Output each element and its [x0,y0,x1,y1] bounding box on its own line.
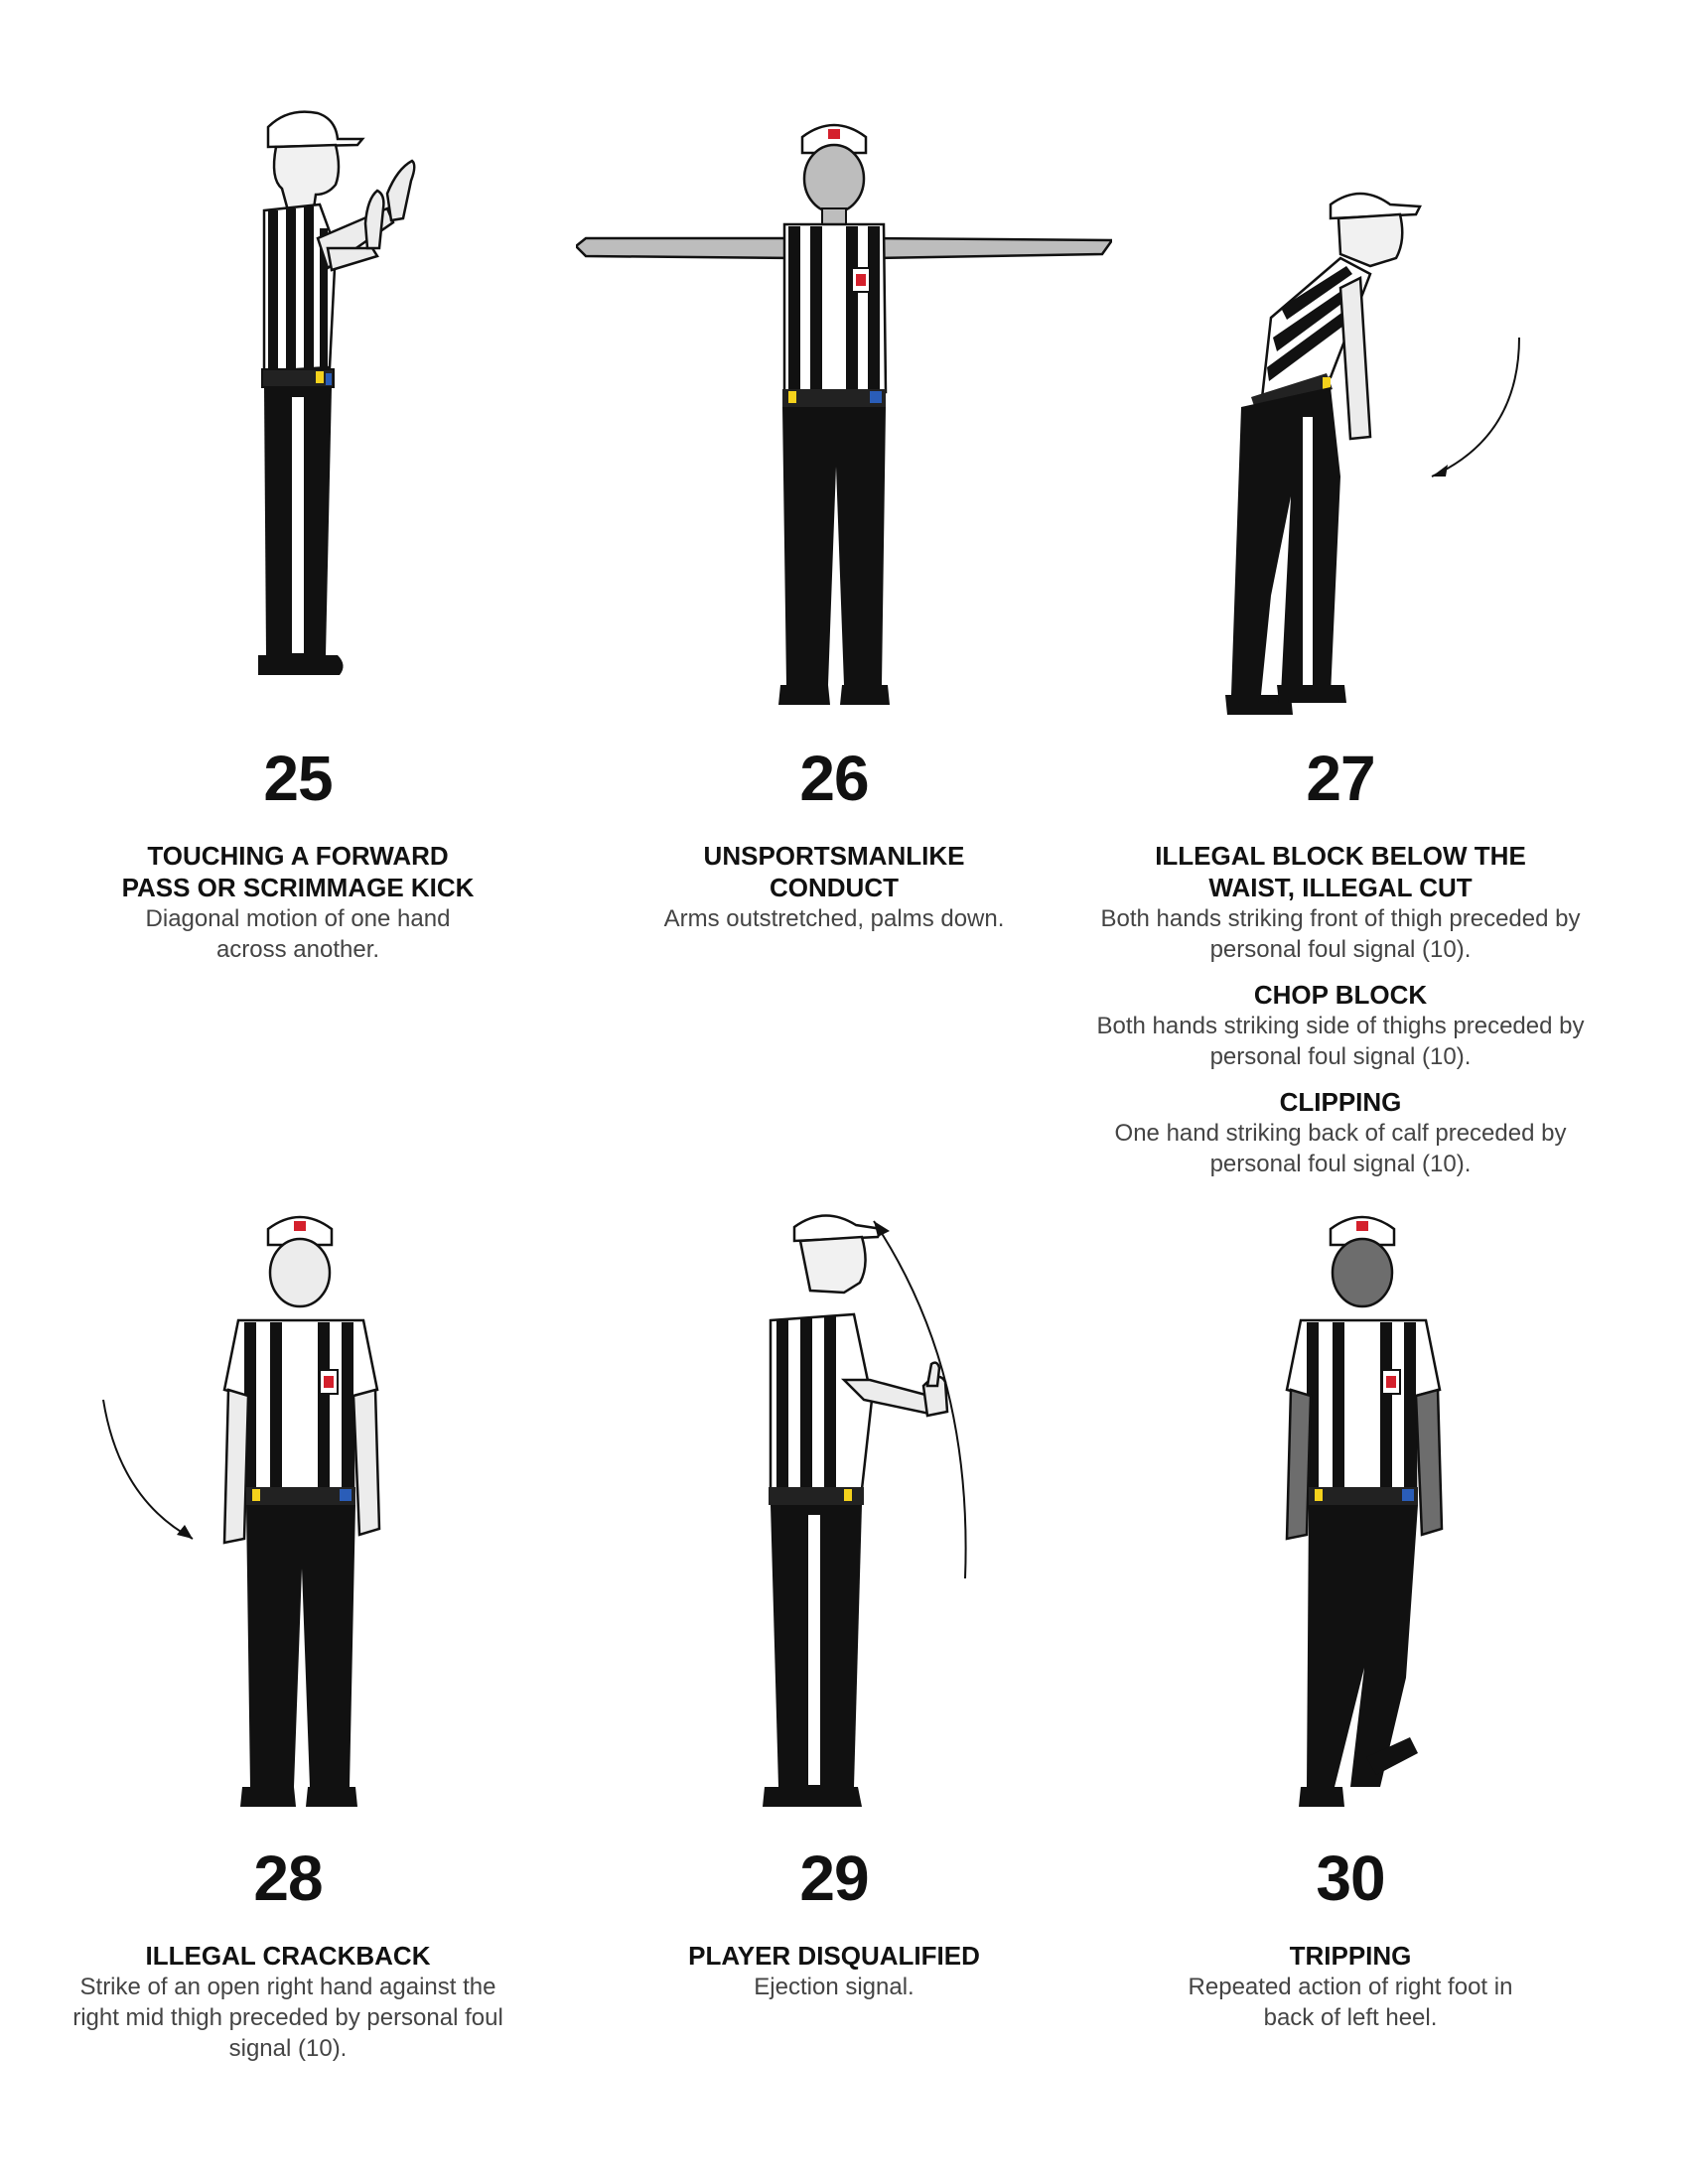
referee-figure-30 [1231,1201,1489,1827]
referee-figure-28 [89,1201,427,1827]
description-line: Arms outstretched, palms down. [663,905,1005,932]
signal-description [1122,1972,1579,2033]
signal-title [89,840,506,903]
signal-title [616,840,1053,903]
referee-tripping-icon [1231,1201,1489,1827]
referee-ejection-icon [735,1201,1033,1827]
referee-front-arms-out-icon [576,109,1112,745]
description-line: Diagonal motion of one hand [145,905,451,932]
signal-title-line: CONDUCT [770,873,899,902]
signal-title-line: TRIPPING [1289,1941,1412,1971]
referee-bent-block-icon [1221,179,1559,735]
signal-27-caption [1062,743,1618,1179]
description-line: personal foul signal (10). [1209,936,1472,963]
signal-26-caption [616,743,1053,934]
signal-25-caption [89,743,506,965]
description-line: right mid thigh preceded by personal foul [72,2004,503,2031]
signal-29-caption [616,1843,1053,2002]
signal-title-line: ILLEGAL BLOCK BELOW THE [1155,841,1526,871]
referee-side-touching-icon [209,99,487,735]
signal-description [616,1972,1053,2002]
signal-title [1122,1940,1579,1972]
signal-title-line: UNSPORTSMANLIKE [703,841,965,871]
referee-figure-29 [735,1201,1033,1827]
signal-title [1062,840,1618,903]
description-line: personal foul signal (10). [1209,1043,1472,1070]
description-line: Both hands striking side of thighs preceded by [1096,1013,1585,1039]
chop-block-title: CHOP BLOCK [1253,980,1428,1010]
description-line: back of left heel. [1263,2004,1438,2031]
signal-description [1062,903,1618,965]
clipping-description [1062,1118,1618,1179]
signal-title-line: WAIST, ILLEGAL CUT [1208,873,1473,902]
signal-description [616,903,1053,934]
description-line: Repeated action of right foot in [1188,1974,1513,2000]
signal-description [40,1972,536,2064]
description-line: Ejection signal. [754,1974,914,2000]
signal-number: 26 [799,743,869,814]
signal-title-line: PLAYER DISQUALIFIED [688,1941,980,1971]
signal-number: 25 [263,743,333,814]
description-line: Strike of an open right hand against the [79,1974,496,2000]
chop-block-description [1062,1011,1618,1072]
signal-title-line: PASS OR SCRIMMAGE KICK [121,873,475,902]
description-line: personal foul signal (10). [1209,1151,1472,1177]
referee-figure-26 [576,109,1112,745]
signal-title-line: ILLEGAL CRACKBACK [145,1941,431,1971]
clipping-title: CLIPPING [1279,1087,1402,1117]
signal-number: 27 [1306,743,1375,814]
referee-figure-27 [1221,179,1559,735]
signal-description [89,903,506,965]
signal-title-line: TOUCHING A FORWARD [147,841,449,871]
signal-30-caption [1122,1843,1579,2033]
description-line: signal (10). [228,2035,348,2062]
signal-number: 30 [1316,1843,1385,1914]
signal-28-caption [40,1843,536,2064]
description-line: Both hands striking front of thigh preceded by [1100,905,1581,932]
signal-title [40,1940,536,1972]
description-line: across another. [215,936,380,963]
description-line: One hand striking back of calf preceded by [1114,1120,1567,1147]
signal-number: 29 [799,1843,869,1914]
signal-title [616,1940,1053,1972]
referee-figure-25 [209,99,487,735]
signal-number: 28 [253,1843,323,1914]
referee-front-crackback-icon [89,1201,427,1827]
